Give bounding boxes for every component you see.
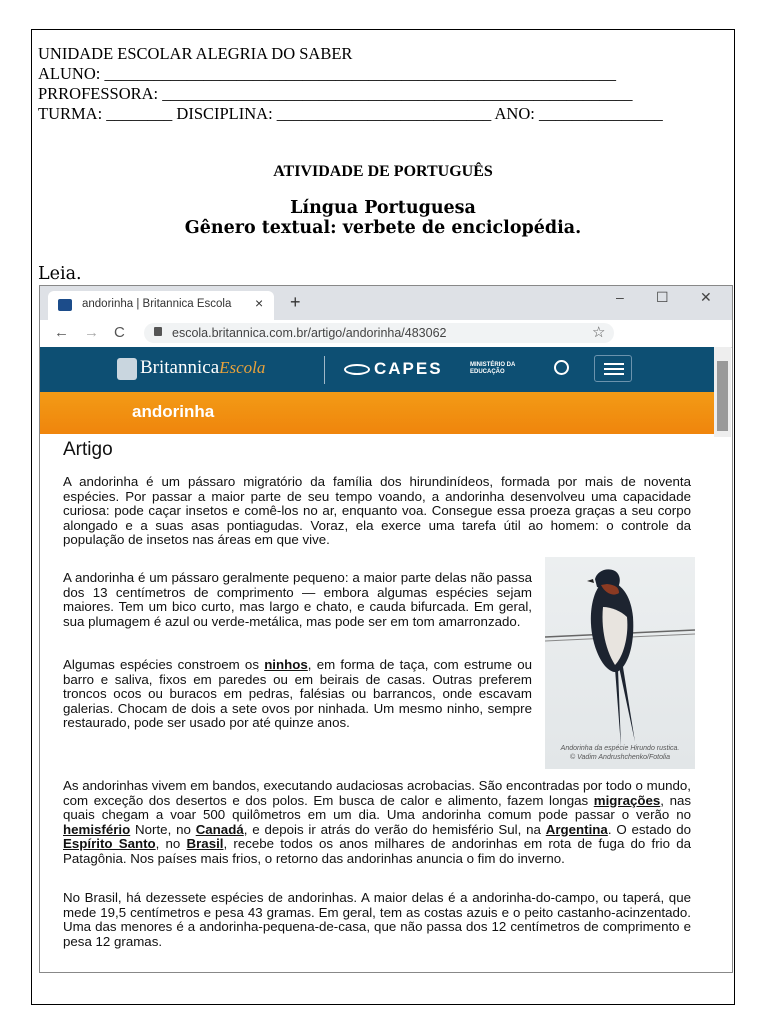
scrollbar[interactable] (714, 347, 731, 437)
link-espirito-santo[interactable]: Espírito Santo (63, 836, 156, 852)
link-canada[interactable]: Canadá (195, 821, 244, 837)
close-tab-icon[interactable]: × (255, 295, 264, 311)
tab-title: andorinha | Britannica Escola (82, 298, 232, 310)
worksheet-frame (31, 29, 735, 1005)
genre-title: Gênero textual: verbete de enciclopédia. (184, 218, 582, 238)
capes-logo[interactable]: CAPES (374, 359, 443, 378)
subject-title: Língua Portuguesa (290, 198, 476, 218)
p4-text-d: , e depois ir atrás do verão do hemisfério Sul, na (243, 821, 546, 837)
site-header (40, 347, 714, 392)
p4-text-g: , recebe todos os anos milhares de andorinhas em rota de fuga do frio da Patagônia. Nos países mais frios, o retorno das andorinhas anuncia o fim do inverno. (63, 836, 691, 866)
close-window-icon[interactable]: ✕ (700, 289, 712, 305)
link-argentina[interactable]: Argentina (545, 821, 608, 837)
student-field: ALUNO: ______________________________________________________________ (38, 64, 616, 83)
hamburger-line (604, 373, 624, 375)
back-icon[interactable]: ← (54, 324, 69, 341)
britannica-thistle-icon (117, 358, 137, 380)
activity-title: ATIVIDADE DE PORTUGUÊS (273, 163, 493, 180)
ministry-line2: EDUCAÇÃO (470, 369, 505, 375)
menu-button[interactable] (594, 355, 632, 382)
url-text: escola.britannica.com.br/artigo/andorinha/483062 (172, 326, 447, 340)
britannica-favicon-icon (58, 299, 72, 311)
caption-line1: Andorinha da espécie Hirundo rustica. (560, 745, 680, 752)
tab-britannica[interactable] (48, 291, 274, 320)
browser-screenshot (39, 285, 733, 973)
tab-bar (40, 286, 732, 320)
photo-caption (545, 744, 695, 762)
page-title: andorinha (132, 402, 215, 421)
p3-text-a: Algumas espécies constroem os (63, 657, 265, 672)
school-name: UNIDADE ESCOLAR ALEGRIA DO SABER (38, 44, 353, 63)
ministry-line1: MINISTÉRIO DA (470, 362, 516, 368)
paragraph-5: No Brasil, há dezessete espécies de andorinhas. A maior delas é a andorinha-do-campo, ou taperá, que mede 19,5 centímetros e pesa 43 gramas. Em geral, tem as costas azuis e o peito castanho-acinzentado. Uma das menores é a andorinha-pequena-de-casa, que não passa dos 12 centímetros de comprimento e pesa 12 gramas. (63, 890, 691, 949)
class-field: TURMA: ________ DISCIPLINA: __________________________ ANO: _______________ (38, 104, 663, 123)
maximize-icon[interactable]: ☐ (656, 289, 669, 305)
p3-text-b: , em forma de taça, com estrume ou barro e saliva, fixos em paredes ou em beirais de casas. Outras preferem troncos ocos ou buracos em pedras, falésias ou barrancos, onde escavam galerias. Chocam de dois a sete ovos por ninhada. Um mesmo ninho, sempre restaurado, pode ser usado por até quinze anos. (63, 657, 532, 731)
p4-text-c: Norte, no (130, 821, 196, 837)
ministry-logo (470, 362, 515, 376)
link-brasil[interactable]: Brasil (186, 836, 224, 852)
link-ninhos[interactable]: ninhos (264, 657, 308, 672)
paragraph-1: A andorinha é um pássaro migratório da família dos hirundinídeos, formada por mais de noventa espécies. Por passar a maior parte de seu tempo voando, a andorinha desenvolveu uma capacidade curiosa: pode caçar insetos e comê-los no ar, enquanto voa. Consegue essa proeza graças a seu corpo alongado e a suas asas pontiagudas. Voraz, ela exerce uma tarefa útil ao homem: o controle da população de insetos nas áreas em que vive. (63, 474, 691, 548)
teacher-field: PRROFESSORA: _________________________________________________________ (38, 84, 633, 103)
read-instruction: Leia. (38, 264, 82, 284)
bookmark-star-icon[interactable]: ☆ (592, 324, 606, 341)
reload-icon[interactable]: C (114, 324, 125, 341)
p4-text-f: , no (155, 836, 187, 852)
address-bar (40, 320, 732, 348)
page-banner (40, 392, 714, 434)
p4-text-a: As andorinhas vivem em bandos, executando audaciosas acrobacias. São encontradas por todo o mundo, com exceção dos desertos e dos polos. Em busca de calor e alimento, fazem longas (63, 778, 691, 808)
logo-main: Britannica (140, 357, 220, 378)
new-tab-button[interactable]: + (290, 292, 301, 312)
p4-text-b: , nas quais chegam a voar 500 quilômetros em um dia. Uma andorinha comum pode passar o verão no (63, 792, 692, 823)
britannica-logo[interactable] (140, 357, 265, 379)
forward-icon[interactable]: → (84, 324, 99, 341)
logo-sub: Escola (219, 358, 266, 377)
header-divider (324, 356, 325, 384)
link-hemisferio[interactable]: hemisfério (63, 821, 131, 837)
school-header (38, 44, 663, 124)
article-heading: Artigo (63, 439, 113, 460)
caption-line2: © Vadim Andrushchenko/Fotolia (570, 754, 670, 761)
link-migracoes[interactable]: migrações (593, 792, 661, 808)
paragraph-4 (63, 779, 691, 867)
lock-icon (154, 327, 162, 336)
search-icon[interactable] (554, 360, 569, 375)
swallow-illustration (545, 557, 695, 769)
hamburger-line (604, 368, 624, 370)
paragraph-2: A andorinha é um pássaro geralmente pequeno: a maior parte delas não passa dos 13 centímetros de comprimento — embora algumas espécies sejam maiores. Tem um bico curto, mas largo e chato, e cauda bifurcada. Em geral, sua plumagem é azul ou verde-metálica, mas pode ser em tom amarronzado. (63, 570, 532, 629)
capes-eye-icon (344, 364, 370, 375)
scroll-thumb[interactable] (717, 361, 728, 431)
minimize-icon[interactable]: – (616, 289, 624, 305)
url-input[interactable] (144, 323, 614, 343)
article-body (40, 434, 714, 973)
swallow-photo (545, 557, 695, 769)
hamburger-line (604, 363, 624, 365)
paragraph-3 (63, 658, 532, 731)
p4-text-e: . O estado do (607, 821, 691, 837)
